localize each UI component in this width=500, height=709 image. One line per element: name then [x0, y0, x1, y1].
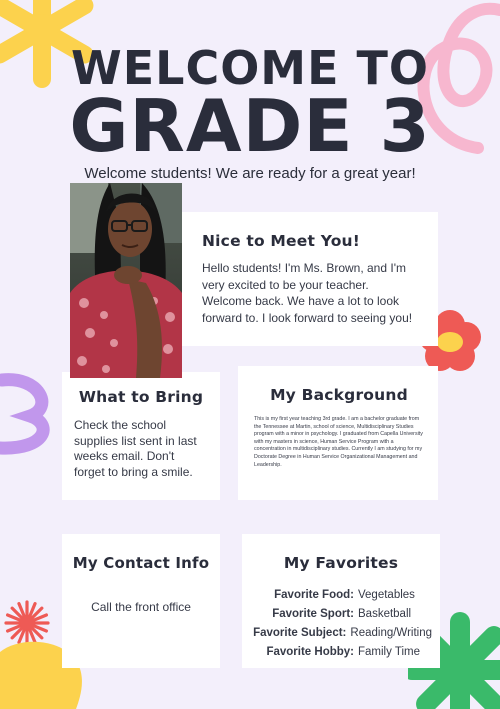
- favorite-label: Favorite Subject:: [253, 627, 347, 639]
- what-to-bring-card: [62, 372, 220, 500]
- purple-curl-shape: [0, 368, 70, 458]
- favorite-value: Basketball: [358, 608, 412, 620]
- favorite-row: [250, 586, 432, 605]
- contact-info-heading: My Contact Info: [72, 554, 210, 572]
- tagline: Welcome students! We are ready for a great year!: [84, 165, 416, 182]
- favorite-row: [250, 605, 432, 624]
- favorite-label: Favorite Hobby:: [266, 646, 354, 658]
- my-background-card: [238, 366, 438, 500]
- nice-to-meet-you-text: Hello students! I'm Ms. Brown, and I'm very excited to be your teacher. Welcome back. We have a lot to look forward to. I look forward to seeing you!: [202, 261, 413, 325]
- my-favorites-card: [242, 534, 440, 668]
- favorite-row: [250, 624, 432, 643]
- favorite-label: Favorite Food:: [274, 589, 354, 601]
- nice-to-meet-you-card: [182, 212, 438, 346]
- what-to-bring-heading: What to Bring: [78, 388, 204, 406]
- favorite-value: Vegetables: [358, 589, 415, 601]
- title-line-1: WELCOME TO: [70, 41, 430, 95]
- my-background-text: This is my first year teaching 3rd grade. I am a bachelor graduate from the Tennessee at Martin, school of science, Multidisciplinary Studies program with a minor in psychology. I graduated from Capella University with my masters in science, Human Service Program with a concentration in multidisciplinary studies. Currently I am studying for my Doctorate Degree in Human Service Organizational Management and Leadership.: [254, 416, 423, 468]
- my-background-heading: My Background: [270, 386, 408, 404]
- favorite-label: Favorite Sport:: [272, 608, 354, 620]
- my-favorites-heading: My Favorites: [283, 554, 399, 572]
- favorite-value: Reading/Writing: [350, 627, 432, 639]
- teacher-photo: [70, 183, 182, 378]
- favorite-row: [250, 643, 432, 662]
- contact-info-text: Call the front office: [91, 600, 191, 614]
- nice-to-meet-you-heading: Nice to Meet You!: [202, 232, 361, 250]
- favorite-value: Family Time: [358, 646, 420, 658]
- title-line-2: GRADE 3: [69, 84, 431, 168]
- what-to-bring-text: Check the school supplies list sent in last weeks email. Don't forget to bring a smile.: [74, 418, 197, 479]
- contact-info-card: [62, 534, 220, 668]
- favorites-list: [250, 586, 432, 662]
